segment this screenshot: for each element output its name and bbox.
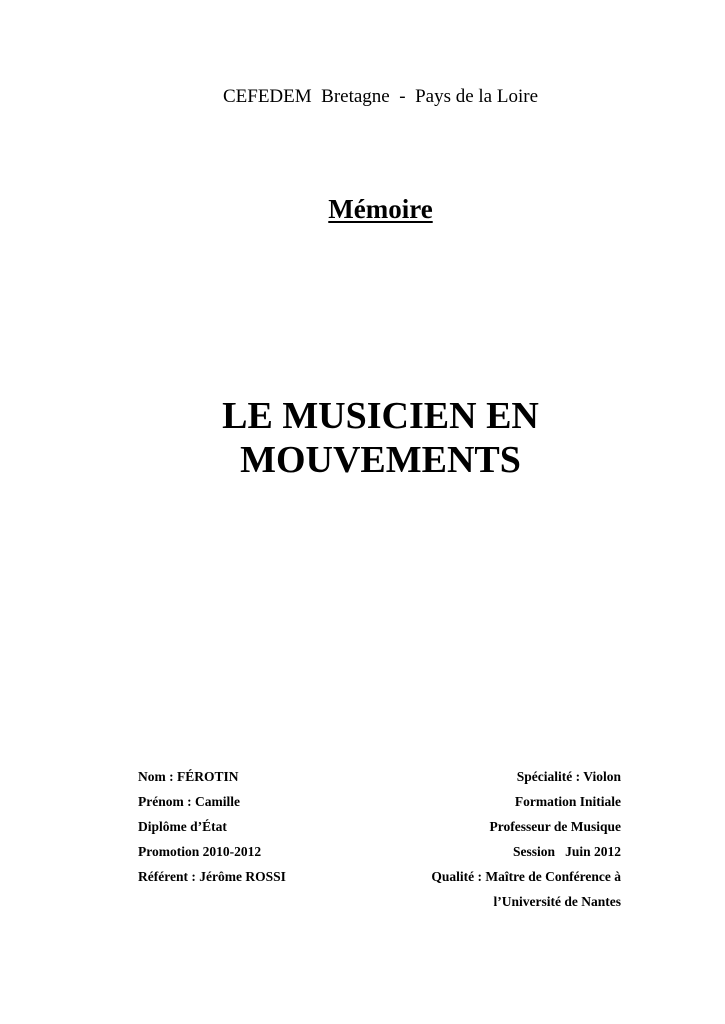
- document-title-line-2: MOUVEMENTS: [240, 439, 521, 481]
- author-first-name: Prénom : Camille: [138, 794, 240, 809]
- diploma: Diplôme d’État: [138, 819, 227, 834]
- referent-quality-line-1: Qualité : Maître de Conférence à: [431, 869, 621, 884]
- author-last-name: Nom : FÉROTIN: [138, 769, 239, 784]
- document-title-line-1: LE MUSICIEN EN: [222, 395, 539, 437]
- course-info-block: [431, 764, 621, 914]
- profession: Professeur de Musique: [489, 819, 621, 834]
- specialty: Spécialité : Violon: [516, 769, 621, 784]
- training-type: Formation Initiale: [514, 794, 621, 809]
- author-info-block: [138, 764, 286, 889]
- referent-quality-line-2: l’Université de Nantes: [493, 894, 621, 909]
- session: Session Juin 2012: [512, 844, 621, 859]
- referent: Référent : Jérôme ROSSI: [138, 869, 286, 884]
- promotion: Promotion 2010-2012: [138, 844, 262, 859]
- document-type-heading: Mémoire: [328, 194, 433, 224]
- institution-header: CEFEDEM Bretagne - Pays de la Loire: [222, 86, 538, 107]
- document-title: [0, 394, 725, 482]
